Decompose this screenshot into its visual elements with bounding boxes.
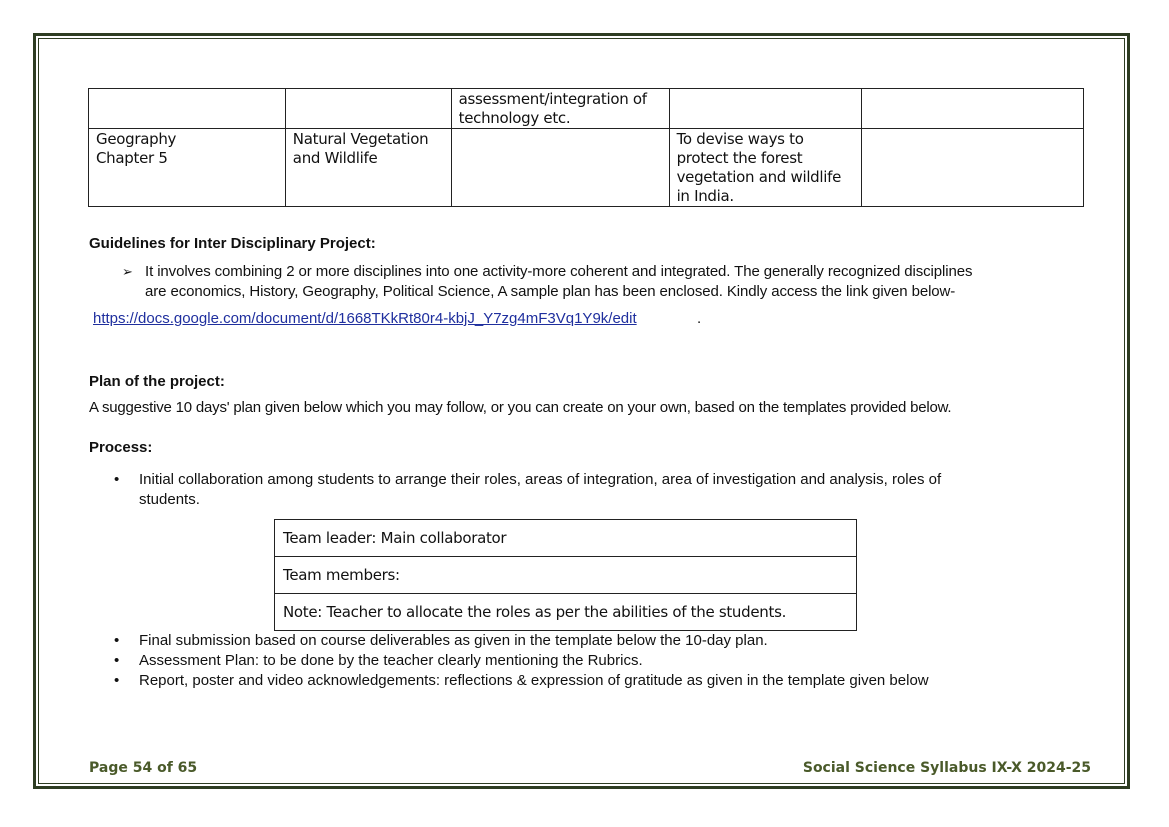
syllabus-table xyxy=(88,88,1084,207)
plan-heading: Plan of the project: xyxy=(89,373,225,390)
document-title: Social Science Syllabus IX-X 2024-25 xyxy=(802,760,1091,776)
list-item: • Report, poster and video acknowledgements: reflections & expression of gratitude as given in the template given below xyxy=(0,671,1169,691)
table-row xyxy=(275,594,857,631)
process-list-first xyxy=(0,470,1169,510)
list-item: • Assessment Plan: to be done by the teacher clearly mentioning the Rubrics. xyxy=(0,651,1169,671)
list-item: • Initial collaboration among students to arrange their roles, areas of integration, area of investigation and analysis, roles of students. xyxy=(0,470,1169,510)
table-cell xyxy=(285,89,451,129)
table-cell xyxy=(669,89,862,129)
table-cell xyxy=(862,89,1084,129)
link-period: . xyxy=(697,310,702,327)
table-cell xyxy=(862,129,1084,207)
sample-plan-link[interactable]: https://docs.google.com/document/d/1668TKkRt80r4-kbjJ_Y7zg4mF3Vq1Y9k/edit xyxy=(93,310,637,327)
table-row xyxy=(89,129,1084,207)
list-item: • Final submission based on course deliverables as given in the template below the 10-day plan. xyxy=(0,631,1169,651)
process-heading: Process: xyxy=(89,439,153,456)
table-cell: Natural Vegetation and Wildlife xyxy=(285,129,451,207)
plan-text: A suggestive 10 days' plan given below which you may follow, or you can create on your own, based on the templates provided below. xyxy=(89,399,952,416)
team-note-cell: Note: Teacher to allocate the roles as per the abilities of the students. xyxy=(275,594,857,631)
table-cell: assessment/integration of technology etc. xyxy=(451,89,669,129)
table-row xyxy=(275,557,857,594)
team-members-cell: Team members: xyxy=(275,557,857,594)
table-cell xyxy=(89,89,286,129)
guidelines-heading: Guidelines for Inter Disciplinary Project: xyxy=(89,235,376,252)
guidelines-text: It involves combining 2 or more disciplines into one activity-more coherent and integrated. The generally recognized disciplines are economics, History, Geography, Political Science, A sample plan has been enclosed. Kindly access the link given below- xyxy=(145,263,973,300)
process-list-rest xyxy=(0,631,1169,691)
table-row xyxy=(89,89,1084,129)
table-cell xyxy=(451,129,669,207)
team-leader-cell: Team leader: Main collaborator xyxy=(275,520,857,557)
page-number: Page 54 of 65 xyxy=(89,760,198,776)
arrow-bullet-icon: ➢ xyxy=(122,264,133,279)
table-row xyxy=(275,520,857,557)
team-roles-table xyxy=(274,519,857,631)
table-cell: To devise ways to protect the forest vegetation and wildlife in India. xyxy=(669,129,862,207)
table-cell: Geography Chapter 5 xyxy=(89,129,286,207)
